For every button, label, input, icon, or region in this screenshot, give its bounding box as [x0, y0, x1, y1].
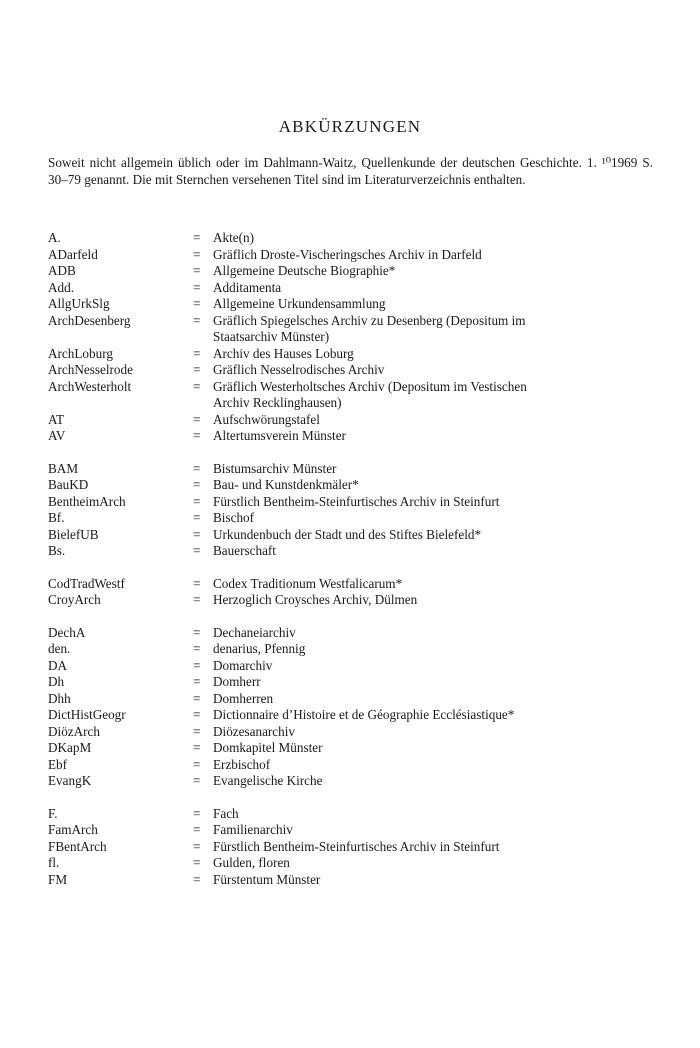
equals-sign: =	[193, 838, 201, 854]
equals-sign: =	[193, 871, 201, 887]
abbreviation-entry	[48, 280, 658, 297]
abbreviation-term: Bf.	[48, 510, 65, 525]
abbreviation-entry	[48, 822, 658, 839]
abbreviation-entry	[48, 855, 658, 872]
equals-sign: =	[193, 592, 201, 607]
abbreviation-term: DKapM	[48, 740, 92, 755]
abbreviation-term: AllgUrkSlg	[48, 296, 110, 311]
abbreviation-definition: Familienarchiv	[213, 822, 293, 837]
abbreviation-term: DechA	[48, 624, 86, 640]
equals-sign: =	[193, 624, 201, 640]
abbreviation-term: ADB	[48, 263, 76, 278]
abbreviation-entry	[48, 773, 658, 790]
abbreviation-term: ArchNesselrode	[48, 362, 133, 377]
abbreviation-entry	[48, 296, 658, 313]
abbreviation-definition: Allgemeine Deutsche Biographie*	[213, 263, 396, 278]
abbreviation-entry	[48, 707, 658, 724]
equals-sign: =	[193, 575, 201, 591]
abbreviation-definition: Dechaneiarchiv	[213, 624, 296, 640]
abbreviation-term: Bs.	[48, 543, 66, 558]
abbreviation-entry	[48, 412, 658, 429]
abbreviation-definition: Gräflich Spiegelsches Archiv zu Desenberg (Depositum im Staatsarchiv Münster)	[213, 312, 526, 344]
abbreviation-term: FBentArch	[48, 838, 107, 854]
abbreviation-entry	[48, 872, 658, 889]
abbreviation-entry	[48, 313, 658, 346]
abbreviation-term: FamArch	[48, 822, 98, 837]
abbreviation-entry	[48, 724, 658, 741]
abbreviation-entry	[48, 379, 658, 412]
intro-text: Soweit nicht allgemein üblich oder im Dahlmann-Waitz, Quellenkunde der deutschen Geschichte. 1. ¹⁰1969 S. 30–79 genannt. Die mit Sternchen versehenen Titel sind im Literaturverzeichnis enthalten.	[48, 155, 653, 187]
abbreviation-definition: Gulden, floren	[213, 855, 290, 870]
abbreviation-term: BentheimArch	[48, 493, 126, 509]
abbreviation-term: den.	[48, 641, 71, 656]
equals-sign: =	[193, 477, 201, 492]
abbreviation-entry	[48, 806, 658, 823]
abbreviation-entry	[48, 461, 658, 478]
abbreviation-definition: Evangelische Kirche	[213, 773, 323, 788]
equals-sign: =	[193, 641, 201, 656]
abbreviation-entry	[48, 230, 658, 247]
abbreviation-term: Ebf	[48, 756, 68, 772]
abbreviation-entry	[48, 625, 658, 642]
abbreviation-entry	[48, 691, 658, 708]
abbreviation-group	[48, 461, 658, 560]
equals-sign: =	[193, 230, 201, 245]
abbreviation-term: ArchDesenberg	[48, 312, 131, 328]
abbreviation-entry	[48, 641, 658, 658]
abbreviation-list	[48, 230, 658, 904]
abbreviation-definition: denarius, Pfennig	[213, 641, 306, 656]
equals-sign: =	[193, 756, 201, 772]
abbreviation-definition: Altertumsverein Münster	[213, 428, 346, 443]
abbreviation-term: DA	[48, 657, 68, 673]
equals-sign: =	[193, 460, 201, 476]
abbreviation-entry	[48, 674, 658, 691]
abbreviation-term: F.	[48, 805, 58, 821]
abbreviation-group	[48, 230, 658, 445]
abbreviation-definition: Additamenta	[213, 279, 282, 295]
abbreviation-term: CodTradWestf	[48, 575, 125, 591]
abbreviation-entry	[48, 247, 658, 264]
equals-sign: =	[193, 723, 201, 739]
abbreviation-entry	[48, 494, 658, 511]
equals-sign: =	[193, 246, 201, 262]
abbreviation-term: DictHistGeogr	[48, 707, 126, 722]
abbreviation-definition: Domkapitel Münster	[213, 740, 323, 755]
abbreviation-entry	[48, 428, 658, 445]
abbreviation-term: ArchLoburg	[48, 345, 113, 361]
abbreviation-definition: Erzbischof	[213, 756, 271, 772]
equals-sign: =	[193, 674, 201, 689]
equals-sign: =	[193, 510, 201, 525]
abbreviation-entry	[48, 346, 658, 363]
equals-sign: =	[193, 411, 201, 427]
abbreviation-definition: Codex Traditionum Westfalicarum*	[213, 575, 403, 591]
abbreviation-entry	[48, 477, 658, 494]
abbreviation-entry	[48, 658, 658, 675]
abbreviation-group	[48, 806, 658, 889]
abbreviation-entry	[48, 757, 658, 774]
abbreviation-definition: Archiv des Hauses Loburg	[213, 345, 354, 361]
abbreviation-definition: Gräflich Nesselrodisches Archiv	[213, 362, 385, 377]
abbreviation-term: fl.	[48, 855, 60, 870]
abbreviation-definition: Dictionnaire d’Histoire et de Géographie Ecclésiastique*	[213, 707, 515, 722]
equals-sign: =	[193, 263, 201, 278]
equals-sign: =	[193, 296, 201, 311]
abbreviation-term: BAM	[48, 460, 79, 476]
abbreviation-term: AV	[48, 428, 66, 443]
abbreviation-entry	[48, 839, 658, 856]
equals-sign: =	[193, 279, 201, 295]
abbreviation-definition: Urkundenbuch der Stadt und des Stiftes Bielefeld*	[213, 526, 482, 542]
abbreviation-term: Dhh	[48, 690, 71, 706]
abbreviation-definition: Domherr	[213, 674, 261, 689]
abbreviation-definition: Akte(n)	[213, 230, 255, 245]
abbreviation-definition: Fürstlich Bentheim-Steinfurtisches Archiv in Steinfurt	[213, 493, 500, 509]
abbreviation-definition: Gräflich Westerholtsches Archiv (Depositum im Vestischen Archiv Recklinghausen)	[213, 378, 527, 410]
page-title: ABKÜRZUNGEN	[278, 117, 422, 136]
intro-paragraph	[48, 154, 653, 188]
abbreviation-entry	[48, 263, 658, 280]
abbreviation-term: AT	[48, 411, 65, 427]
abbreviation-term: Dh	[48, 674, 65, 689]
equals-sign: =	[193, 312, 201, 328]
equals-sign: =	[193, 773, 201, 788]
equals-sign: =	[193, 805, 201, 821]
abbreviation-definition: Bau- und Kunstdenkmäler*	[213, 477, 359, 492]
equals-sign: =	[193, 362, 201, 377]
abbreviation-definition: Fürstentum Münster	[213, 871, 321, 887]
abbreviation-group	[48, 625, 658, 790]
abbreviation-definition: Herzoglich Croysches Archiv, Dülmen	[213, 592, 418, 607]
abbreviation-term: CroyArch	[48, 592, 101, 607]
abbreviation-term: EvangK	[48, 773, 92, 788]
abbreviation-definition: Diözesanarchiv	[213, 723, 296, 739]
abbreviation-entry	[48, 576, 658, 593]
abbreviation-entry	[48, 740, 658, 757]
abbreviation-definition: Bauerschaft	[213, 543, 276, 558]
equals-sign: =	[193, 657, 201, 673]
abbreviation-definition: Aufschwörungstafel	[213, 411, 320, 427]
abbreviation-definition: Allgemeine Urkundensammlung	[213, 296, 386, 311]
abbreviation-definition: Bischof	[213, 510, 255, 525]
equals-sign: =	[193, 543, 201, 558]
abbreviation-term: DiözArch	[48, 723, 100, 739]
abbreviation-term: BielefUB	[48, 526, 99, 542]
equals-sign: =	[193, 707, 201, 722]
equals-sign: =	[193, 690, 201, 706]
equals-sign: =	[193, 428, 201, 443]
abbreviation-definition: Gräflich Droste-Vischeringsches Archiv in Darfeld	[213, 246, 482, 262]
equals-sign: =	[193, 345, 201, 361]
abbreviation-definition: Domherren	[213, 690, 274, 706]
abbreviation-definition: Fürstlich Bentheim-Steinfurtisches Archiv in Steinfurt	[213, 838, 500, 854]
equals-sign: =	[193, 526, 201, 542]
abbreviation-term: FM	[48, 871, 68, 887]
abbreviation-entry	[48, 543, 658, 560]
abbreviation-entry	[48, 527, 658, 544]
abbreviation-term: ArchWesterholt	[48, 378, 132, 394]
equals-sign: =	[193, 822, 201, 837]
equals-sign: =	[193, 740, 201, 755]
equals-sign: =	[193, 378, 201, 394]
abbreviation-definition: Domarchiv	[213, 657, 273, 673]
equals-sign: =	[193, 855, 201, 870]
abbreviation-entry	[48, 592, 658, 609]
abbreviation-entry	[48, 362, 658, 379]
abbreviation-definition: Bistumsarchiv Münster	[213, 460, 337, 476]
abbreviation-term: Add.	[48, 279, 75, 295]
abbreviation-term: ADarfeld	[48, 246, 98, 262]
abbreviation-term: A.	[48, 230, 61, 245]
abbreviation-entry	[48, 510, 658, 527]
equals-sign: =	[193, 493, 201, 509]
abbreviation-definition: Fach	[213, 805, 239, 821]
abbreviation-term: BauKD	[48, 477, 89, 492]
abbreviation-group	[48, 576, 658, 609]
